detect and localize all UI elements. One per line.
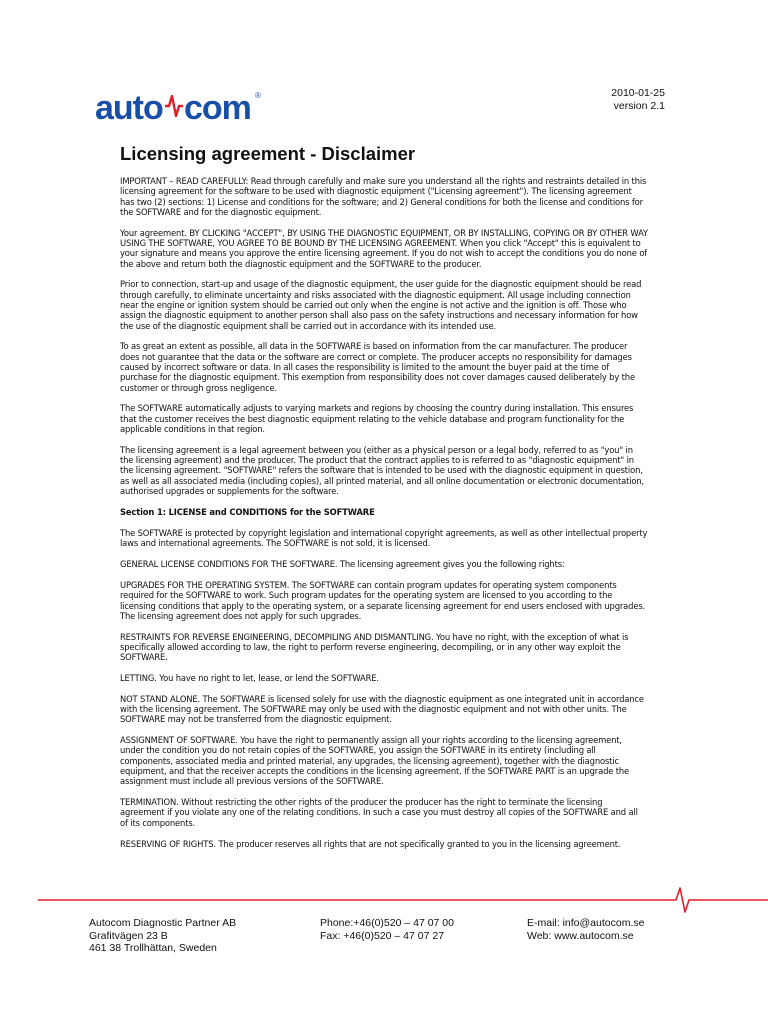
footer-contact (527, 917, 644, 942)
pulse-divider-line (38, 888, 768, 912)
paragraph-letting: LETTING. You have no right to let, lease, or lend the SOFTWARE. (120, 672, 379, 683)
footer-phone: Phone:+46(0)520 – 47 07 00 (320, 917, 454, 929)
agreement-body (120, 176, 648, 859)
autocom-logo (95, 84, 275, 124)
paragraph-reverse-engineering: RESTRAINTS FOR REVERSE ENGINEERING, DECOMPILING AND DISMANTLING. You have no right, with the exception of what is specifically allowed according to law, the right to perform reverse engineering, decompiling, or in any other way exploit the SOFTWARE. (120, 631, 629, 663)
autocom-logo-graphic (95, 84, 275, 124)
paragraph-reserving-rights: RESERVING OF RIGHTS. The producer reserves all rights that are not specifically granted to you in the licensing agreement. (120, 838, 621, 849)
footer-phone-fax (320, 917, 454, 942)
paragraph-important: IMPORTANT – READ CAREFULLY: Read through carefully and make sure you understand all the rights and restraints detailed in this licensing agreement for the software to be used with diagnostic equipment ("Licensing agreement"). The licensing agreement has two (2) sections: 1) License and conditions for the software; and 2) General conditions for both the license and conditions for the SOFTWARE and for the diagnostic equipment. (120, 176, 647, 217)
footer-web: Web: www.autocom.se (527, 929, 634, 942)
paragraph-not-stand-alone: NOT STAND ALONE. The SOFTWARE is licensed solely for use with the diagnostic equipment as one integrated unit in accordance with the licensing agreement. The SOFTWARE may only be used with the diagnostic equipment and not with other units. The SOFTWARE may not be transferred from the diagnostic equipment. (120, 693, 644, 725)
footer-company: Autocom Diagnostic Partner AB (89, 917, 237, 929)
footer-fax: Fax: +46(0)520 – 47 07 27 (320, 929, 445, 942)
paragraph-market-adjust: The SOFTWARE automatically adjusts to varying markets and regions by choosing the country during installation. This ensures that the customer receives the best diagnostic equipment relating to the vehicle database and program functionality for the applicable conditions in that region. (120, 403, 634, 434)
document-version: version 2.1 (613, 100, 665, 112)
footer-street: Grafitvägen 23 B (89, 929, 168, 942)
paragraph-general-license: GENERAL LICENSE CONDITIONS FOR THE SOFTWARE. The licensing agreement gives you the following rights: (120, 559, 565, 570)
footer-divider (38, 880, 768, 920)
paragraph-legal-agreement: The licensing agreement is a legal agreement between you (either as a physical person or a legal body, referred to as "you" in the licensing agreement) and the producer. The product that the contract applies to is referred to as "diagnostic equipment" in the licensing agreement. "SOFTWARE" refers the software that is intended to be used with the diagnostic equipment in question, as well as all associated media (including copies), all printed material, and all online documentation or electronic documentation, authorised upgrades or supplements for the software. (120, 444, 645, 496)
paragraph-prior-to-connection: Prior to connection, start-up and usage of the diagnostic equipment, the user guide for the diagnostic equipment should be read through carefully, to eliminate uncertainty and risks associated with the diagnostic equipment. All usage including connection near the engine or ignition system should be carried out only when the engine is not active and the ignition is off. Those who assign the diagnostic equipment to another person shall also pass on the safety instructions and necessary information for how the use of the diagnostic equipment shall be carried out in accordance with its intended use. (120, 279, 642, 331)
paragraph-copyright: The SOFTWARE is protected by copyright legislation and international copyright agreements, as well as other intellectual property laws and international agreements. The SOFTWARE is not sold, it is licensed. (120, 528, 648, 549)
registered-mark: ® (255, 91, 261, 100)
pulse-icon (165, 96, 183, 116)
paragraph-termination: TERMINATION. Without restricting the other rights of the producer the producer has the right to terminate the licensing agreement if you violate any one of the relating conditions. In such a case you must destroy all copies of the SOFTWARE and all of its components. (120, 797, 638, 828)
logo-text-auto: auto (95, 89, 163, 124)
paragraph-assignment: ASSIGNMENT OF SOFTWARE. You have the right to permanently assign all your rights according to the licensing agreement, under the condition you do not retain copies of the SOFTWARE, you assign the SOFTWARE in its entirety (including all components, associated media and printed material, any upgrades, the licensing agreement), together with the diagnostic equipment, and that the receiver accepts the conditions in the licensing agreement. If the SOFTWARE PART is an upgrade the assignment must include all previous versions of the SOFTWARE. (120, 735, 630, 787)
page-title: Licensing agreement - Disclaimer (120, 143, 416, 164)
section-1-heading: Section 1: LICENSE and CONDITIONS for the SOFTWARE (120, 506, 375, 517)
paragraph-data-accuracy: To as great an extent as possible, all data in the SOFTWARE is based on information from the car manufacturer. The producer does not guarantee that the data or the software are correct or complete. The producer accepts no responsibility for damages caused by incorrect software or data. In all cases the responsibility is limited to the amount the buyer paid at the time of purchase for the diagnostic equipment. This exemption from responsibility does not cover damages caused deliberately by the customer or through gross negligence. (120, 341, 635, 393)
paragraph-upgrades: UPGRADES FOR THE OPERATING SYSTEM. The SOFTWARE can contain program updates for operating system components required for the SOFTWARE to work. Such program updates for the operating system are licensed to you according to the licensing conditions that apply to the operating system, or a separate licensing agreement for end users enclosed with upgrades. The licensing agreement does not apply for such upgrades. (120, 579, 646, 621)
footer-address (89, 917, 236, 955)
document-meta (611, 87, 665, 113)
logo-text-com: com (184, 89, 251, 124)
footer-email: E-mail: info@autocom.se (527, 917, 645, 929)
paragraph-your-agreement: Your agreement. BY CLICKING "ACCEPT", BY USING THE DIAGNOSTIC EQUIPMENT, OR BY INSTALLING, COPYING OR BY OTHER WAY USING THE SOFTWARE, YOU AGREE TO BE BOUND BY THE LICENSING AGREEMENT. When you click "Accept" this is equivalent to your signature and means you approve the entire licensing agreement. If you do not wish to accept the conditions you do none of the above and return both the diagnostic equipment and the SOFTWARE to the producer. (120, 227, 649, 269)
document-date: 2010-01-25 (611, 87, 665, 99)
footer-city: 461 38 Trollhättan, Sweden (89, 942, 217, 954)
